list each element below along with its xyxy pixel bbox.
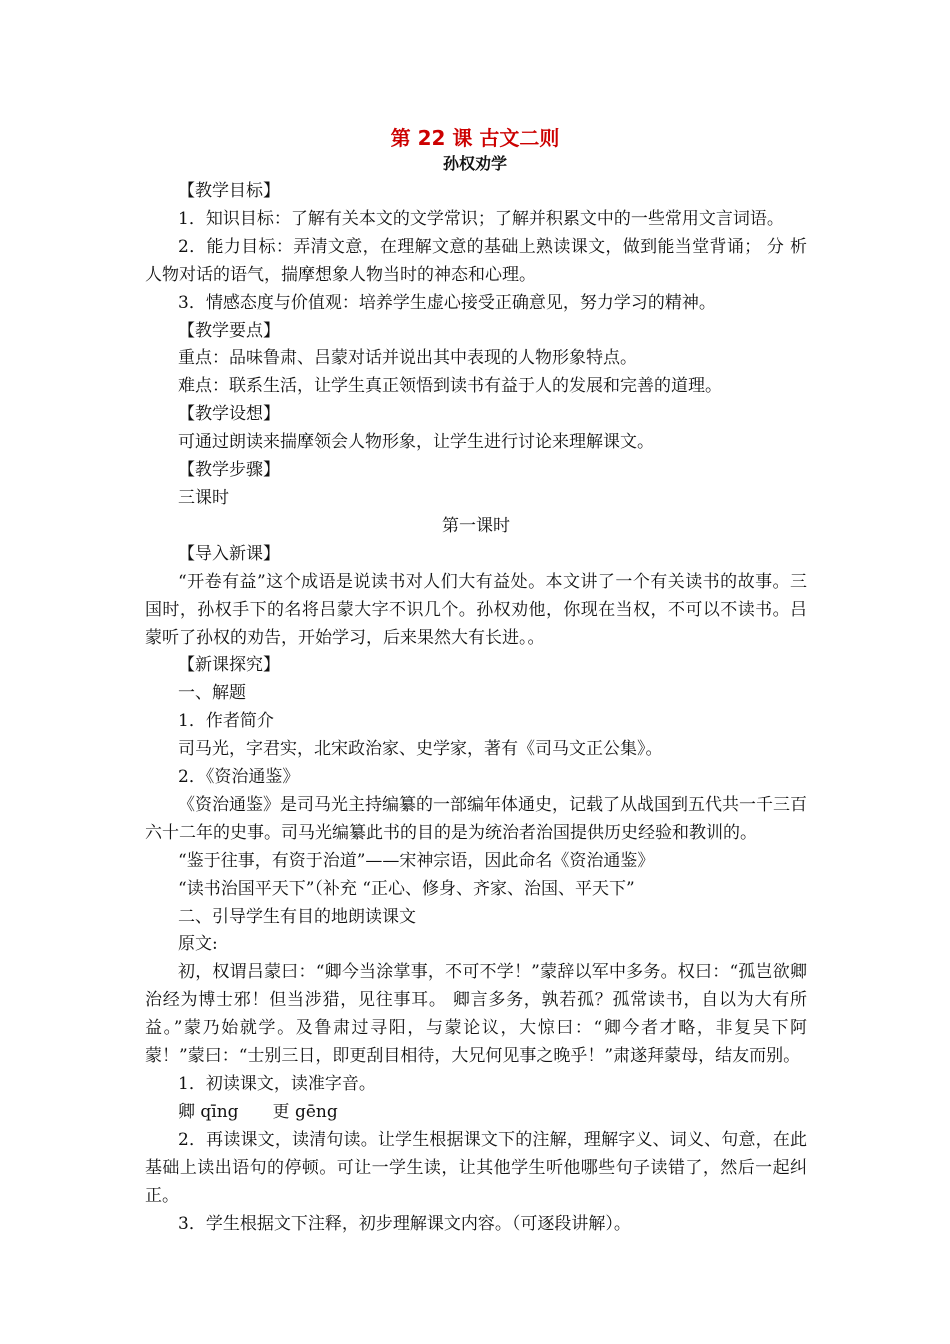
section-heading: 【教学目标】 [178,181,280,201]
subheading: 1．作者简介 [178,711,274,732]
lesson-subtitle: 孙权劝学 [442,154,507,173]
intro-paragraph: “开卷有益”这个成语是说读书对人们大有益处。本文讲了一个有关读书的故事。三国时，孙权手下的名将吕蒙大字不识几个。孙权劝他，你现在当权，不可以不读书。吕蒙听了孙权的劝告，开始学习，后来果然大有长进。。 [145,571,807,648]
original-text: 初，权谓吕蒙曰：“卿今当涂掌事，不可不学！”蒙辞以军中多务。权曰：“孤岂欲卿治经为博士邪！但当涉猎，见往事耳。 卿言多务，孰若孤？孤常读书，自以为大有所益。”蒙乃始就学。及鲁肃过寻阳，与蒙论议，大惊曰：“卿今者才略，非复吴下阿蒙！”蒙曰：“士别三日，即更刮目相待，大兄何见事之晚乎！”肃遂拜蒙母，结友而别。 [145,962,807,1067]
author-intro: 司马光，字君实，北宋政治家、史学家，著有《司马文正公集》。 [178,739,663,760]
difficult-point: 难点：联系生活，让学生真正领悟到读书有益于人的发展和完善的道理。 [178,376,722,397]
section-heading: 【教学步骤】 [178,460,280,481]
teaching-idea: 可通过朗读来揣摩领会人物形象，让学生进行讨论来理解课文。 [178,432,654,453]
quote-line: “鉴于往事，有资于治道”——宋神宗语，因此命名《资治通鉴》 [178,850,655,871]
subheading: 2．《资治通鉴》 [178,767,300,788]
subheading: 一、解题 [178,683,246,704]
subheading: 二、引导学生有目的地朗读课文 [178,906,416,927]
pronunciation-note: 卿 qīng 更 gēng [178,1101,338,1122]
section-heading: 【教学要点】 [178,320,280,341]
section-heading: 【教学设想】 [178,404,280,425]
objective-attitude: 3．情感态度与价值观：培养学生虚心接受正确意见，努力学习的精神。 [178,292,716,313]
period-heading: 第一课时 [442,515,510,536]
class-hours: 三课时 [178,487,229,508]
objective-ability: 2．能力目标：弄清文意，在理解文意的基础上熟读课文，做到能当堂背诵； 分 析 人物对话的语气，揣摩想象人物当时的神态和心理。 [145,236,807,285]
key-point: 重点：品味鲁肃、吕蒙对话并说出其中表现的人物形象特点。 [178,348,637,369]
quote-line: “读书治国平天下”（补充 “正心、修身、齐家、治国、平天下” [178,878,635,899]
section-heading: 【新课探究】 [178,655,280,676]
book-intro: 《资治通鉴》是司马光主持编纂的一部编年体通史，记载了从战国到五代共一千三百六十二年的史事。司马光编纂此书的目的是为统治者治国提供历史经验和教训的。 [145,794,807,843]
reading-step: 2．再读课文，读清句读。让学生根据课文下的注解，理解字义、词义、句意，在此基础上读出语句的停顿。可让一学生读，让其他学生听他哪些句子读错了，然后一起纠正。 [145,1129,807,1206]
document-body [145,178,807,1238]
reading-step: 1．初读课文，读准字音。 [178,1074,376,1094]
lesson-title: 第 22 课 古文二则 [390,126,560,150]
original-text-label: 原文: [178,934,218,955]
section-heading: 【导入新课】 [178,543,280,564]
objective-knowledge: 1．知识目标：了解有关本文的文学常识；了解并积累文中的一些常用文言词语。 [178,208,784,229]
reading-step: 3．学生根据文下注释，初步理解课文内容。（可逐段讲解）。 [178,1213,631,1234]
